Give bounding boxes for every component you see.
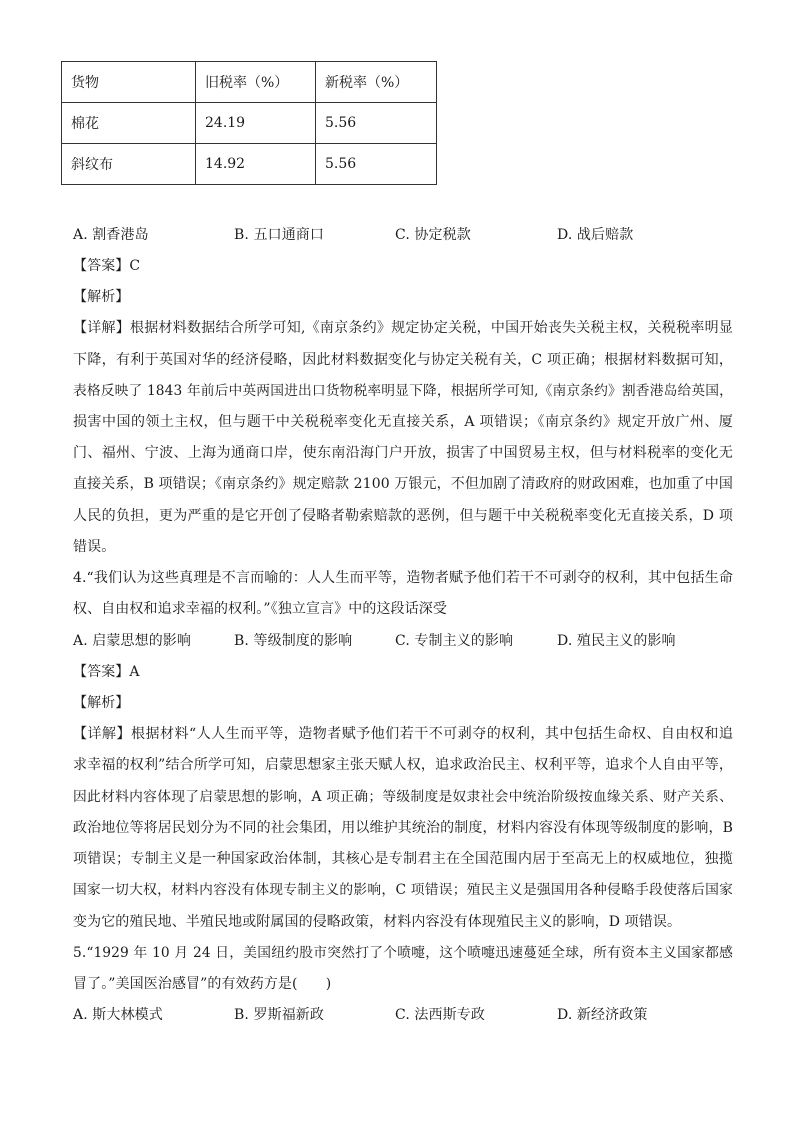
table-cell: 5.56	[316, 144, 437, 185]
q3-detail-line: 下降，有利于英国对华的经济侵略，因此材料数据变化与协定关税有关，C 项正确；根据材料数据可知，	[73, 352, 733, 368]
option-a: A. 斯大林模式	[73, 1007, 163, 1023]
option-c: C. 专制主义的影响	[395, 633, 514, 649]
option-c: C. 协定税款	[395, 227, 471, 243]
q4-detail-line: 项错误；专制主义是一种国家政治体制，其核心是专制君主在全国范围内居于至高无上的权威地位，独揽	[73, 851, 733, 867]
q3-options	[73, 225, 733, 245]
q4-analysis-label: 【解析】	[73, 695, 130, 711]
q3-analysis-label: 【解析】	[73, 289, 130, 305]
table-header-cell: 货物	[62, 62, 196, 103]
table-row	[62, 103, 437, 144]
q4-stem-line: 4.“我们认为这些真理是不言而喻的：人人生而平等，造物者赋予他们若干不可剥夺的权利，其中包括生命	[73, 570, 733, 586]
table-cell: 24.19	[196, 103, 316, 144]
q4-detail-line: 国家一切大权，材料内容没有体现专制主义的影响，C 项错误；殖民主义是强国用各种侵略手段使落后国家	[73, 882, 733, 898]
table-cell: 斜纹布	[62, 144, 196, 185]
q4-detail-line: 变为它的殖民地、半殖民地或附属国的侵略政策，材料内容没有体现殖民主义的影响，D 项错误。	[73, 914, 682, 930]
q3-detail-line: 人民的负担，更为严重的是它开创了侵略者勒索赔款的恶例，但与题干中关税税率变化无直接关系，D 项	[73, 508, 733, 524]
q3-detail-line: 门、福州、宁波、上海为通商口岸，使东南沿海门户开放，损害了中国贸易主权，但与材料税率的变化无	[73, 445, 733, 461]
q4-detail-line: 因此材料内容体现了启蒙思想的影响，A 项正确；等级制度是奴隶社会中统治阶级按血缘关系、财产关系、	[73, 789, 733, 805]
table-cell: 5.56	[316, 103, 437, 144]
table-row	[62, 144, 437, 185]
q4-answer: 【答案】A	[73, 664, 140, 680]
option-b: B. 等级制度的影响	[234, 633, 353, 649]
q5-stem-line: 5.“1929 年 10 月 24 日，美国纽约股市突然打了个喷嚏，这个喷嚏迅速蔓延全球，所有资本主义国家都感	[73, 945, 733, 961]
option-b: B. 五口通商口	[234, 227, 324, 243]
option-d: D. 殖民主义的影响	[557, 633, 676, 649]
option-d: D. 战后赔款	[557, 227, 634, 243]
q4-options	[73, 631, 733, 651]
q4-detail-line: 求幸福的权利”结合所学可知，启蒙思想家主张天赋人权，追求政治民主、权利平等，追求个人自由平等，	[73, 757, 733, 773]
option-b: B. 罗斯福新政	[234, 1007, 324, 1023]
q5-options	[73, 1005, 733, 1025]
q5-stem-line: 冒了。”美国医治感冒”的有效药方是( )	[73, 976, 332, 992]
table-cell: 14.92	[196, 144, 316, 185]
q3-detail-line: 错误。	[73, 539, 116, 555]
table-header-row	[62, 62, 437, 103]
q4-stem-line: 权、自由权和追求幸福的权利。”《独立宣言》中的这段话深受	[73, 601, 447, 617]
option-d: D. 新经济政策	[557, 1007, 648, 1023]
option-a: A. 割香港岛	[73, 227, 149, 243]
table-header-cell: 新税率（%）	[316, 62, 437, 103]
q4-detail-line: 【详解】根据材料“人人生而平等，造物者赋予他们若干不可剥夺的权利，其中包括生命权、自由权和追	[73, 726, 733, 742]
q3-detail-line: 【详解】根据材料数据结合所学可知,《南京条约》规定协定关税，中国开始丧失关税主权，关税税率明显	[73, 320, 733, 336]
table-cell: 棉花	[62, 103, 196, 144]
q3-detail-line: 损害中国的领土主权，但与题干中关税税率变化无直接关系，A 项错误；《南京条约》规定开放广州、厦	[73, 414, 733, 430]
q3-detail-line: 表格反映了 1843 年前后中英两国进出口货物税率明显下降，根据所学可知,《南京条约》割香港岛给英国，	[73, 383, 733, 399]
option-a: A. 启蒙思想的影响	[73, 633, 192, 649]
q3-detail-line: 直接关系，B 项错误；《南京条约》规定赔款 2100 万银元，不但加剧了清政府的财政困难，也加重了中国	[73, 476, 733, 492]
q3-answer: 【答案】C	[73, 258, 141, 274]
tax-rate-table	[61, 61, 437, 185]
option-c: C. 法西斯专政	[395, 1007, 485, 1023]
q4-detail-line: 政治地位等将居民划分为不同的社会集团，用以维护其统治的制度，材料内容没有体现等级制度的影响，B	[73, 820, 733, 836]
table-header-cell: 旧税率（%）	[196, 62, 316, 103]
